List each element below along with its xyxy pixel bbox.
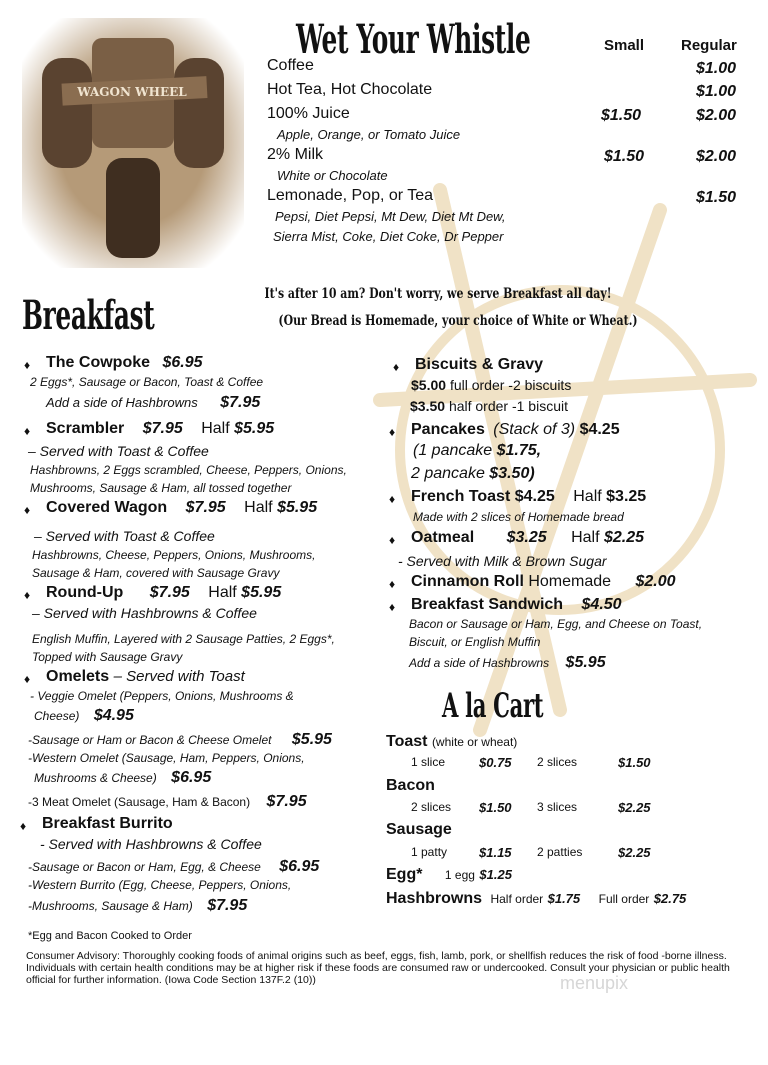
omelet-western: -Western Omelet (Sausage, Ham, Peppers, Onions,	[28, 751, 305, 765]
drinks-title: Wet Your Whistle	[296, 16, 531, 63]
breakfast-note: It's after 10 am? Don't worry, we serve Breakfast all day!	[264, 286, 612, 302]
item-served: – Served with Hashbrowns & Coffee	[32, 605, 257, 621]
item-served: - Served with Hashbrowns & Coffee	[40, 836, 262, 852]
burrito-price: $6.95	[279, 858, 320, 875]
alacart-price: $2.25	[618, 800, 651, 815]
alacart-price: $1.15	[479, 845, 512, 860]
item-price: $3.25	[506, 529, 547, 546]
item-oatmeal	[411, 529, 644, 547]
breakfast-title: Breakfast	[22, 292, 155, 339]
item-desc: half order -1 biscuit	[448, 398, 568, 414]
pancake-one	[413, 442, 541, 460]
item-cowpoke	[46, 354, 203, 372]
burrito-price: $7.95	[207, 897, 248, 914]
omelet-desc: Cheese)	[34, 709, 80, 723]
alacart-qty: Half order	[490, 892, 544, 906]
pancake-two	[411, 465, 535, 483]
drink-regular-price: $1.00	[696, 83, 737, 100]
omelet-price: $7.95	[266, 793, 307, 810]
alacart-price: $1.50	[618, 755, 651, 770]
item-round-up	[46, 584, 281, 602]
egg-note: *Egg and Bacon Cooked to Order	[28, 930, 192, 942]
item-desc: Sausage & Ham, covered with Sausage Gravy	[32, 566, 280, 580]
half-price: $5.95	[277, 499, 318, 516]
drink-name: Lemonade, Pop, or Tea	[267, 187, 434, 204]
item-name: The Cowpoke	[46, 354, 151, 371]
half-price: $2.25	[604, 529, 645, 546]
drink-name: Hot Tea, Hot Chocolate	[267, 81, 433, 98]
item-desc: Biscuit, or English Muffin	[409, 635, 541, 649]
alacart-bacon: Bacon	[386, 777, 435, 794]
item-served: – Served with Toast & Coffee	[28, 443, 209, 459]
item-served: – Served with Toast & Coffee	[34, 528, 215, 544]
half-label: Half	[573, 488, 602, 505]
burrito-desc: -Mushrooms, Sausage & Ham)	[28, 899, 193, 913]
item-name: Biscuits & Gravy	[415, 356, 544, 373]
burrito-option-line2	[28, 897, 247, 915]
side-price: $5.95	[565, 654, 606, 671]
omelet-sausage	[28, 731, 332, 749]
half-price: $5.95	[241, 584, 282, 601]
item-name: Pancakes	[411, 421, 485, 438]
drink-desc: Apple, Orange, or Tomato Juice	[277, 127, 461, 142]
drink-name: Coffee	[267, 57, 314, 74]
drink-regular-price: $1.50	[696, 189, 737, 206]
item-pancakes	[411, 421, 620, 439]
omelet-veggie: - Veggie Omelet (Peppers, Onions, Mushrooms &	[30, 689, 294, 703]
omelet-veggie-line2	[34, 707, 134, 725]
half-label: Half	[244, 499, 273, 516]
omelet-desc: -Sausage or Ham or Bacon & Cheese Omelet	[28, 733, 272, 747]
item-desc: Hashbrowns, Cheese, Peppers, Onions, Mushrooms,	[32, 548, 316, 562]
item-price: $7.95	[149, 584, 190, 601]
item-price: $7.95	[185, 499, 226, 516]
drink-small-price: $1.50	[604, 148, 645, 165]
item-desc: Mushrooms, Sausage & Ham, all tossed together	[30, 481, 292, 495]
biscuits-half	[410, 398, 568, 414]
alacart-price: $1.50	[479, 800, 512, 815]
alacart-toast	[386, 733, 517, 751]
burrito-option	[28, 858, 319, 876]
alacart-price: $1.25	[479, 867, 512, 882]
drink-desc: Sierra Mist, Coke, Diet Coke, Dr Pepper	[273, 229, 504, 244]
item-name: Cinnamon Roll	[411, 573, 524, 590]
alacart-name: Toast	[386, 733, 428, 750]
half-label: Half	[208, 584, 237, 601]
alacart-price: $0.75	[479, 755, 512, 770]
item-name: Round-Up	[46, 584, 124, 601]
alacart-price: $2.25	[618, 845, 651, 860]
consumer-advisory: Consumer Advisory: Thoroughly cooking foods of animal origins such as beef, eggs, fish, lamb, pork, or shellfish reduces the risk of food -borne illness. Individuals with certain health conditions may be at higher risk if these foods are consumed raw or undercooked. Consult your physician or public health official for further information. (Iowa Code Section 137F.2 (10))	[26, 950, 730, 986]
watermark-text: menupix	[560, 973, 629, 993]
alacart-qty: 2 slices	[537, 755, 578, 769]
omelet-3-meat	[28, 793, 307, 811]
alacart-qty: 2 slices	[411, 800, 452, 814]
item-covered-wagon	[46, 499, 317, 517]
item-biscuits-gravy	[415, 356, 543, 374]
half-label: Half	[571, 529, 600, 546]
item-desc: Hashbrowns, 2 Eggs scrambled, Cheese, Peppers, Onions,	[30, 463, 347, 477]
side-label: Add a side of Hashbrowns	[46, 395, 198, 410]
breakfast-note: (Our Bread is Homemade, your choice of White or Wheat.)	[278, 313, 638, 329]
col-small-header: Small	[604, 37, 645, 54]
alacart-sausage: Sausage	[386, 821, 452, 838]
drink-name: 100% Juice	[267, 105, 350, 122]
item-desc: full order -2 biscuits	[449, 377, 572, 393]
col-regular-header: Regular	[681, 37, 737, 54]
item-omelets	[46, 668, 245, 686]
drink-regular-price: $2.00	[696, 107, 737, 124]
omelet-price: $4.95	[93, 707, 134, 724]
alacart-price: $1.75	[547, 891, 581, 906]
item-price: $4.25	[514, 488, 555, 505]
omelet-desc: Mushrooms & Cheese)	[34, 771, 157, 785]
item-cinnamon-roll	[411, 573, 676, 591]
pancake-qty: (1 pancake	[413, 442, 493, 459]
item-desc: 2 Eggs*, Sausage or Bacon, Toast & Coffee	[30, 375, 264, 389]
item-french-toast	[411, 488, 646, 506]
drink-desc: Pepsi, Diet Pepsi, Mt Dew, Diet Mt Dew,	[275, 209, 506, 224]
alacart-hashbrowns	[386, 890, 686, 908]
item-price: $3.50	[410, 398, 446, 414]
omelet-price: $6.95	[171, 769, 212, 786]
item-desc: Topped with Sausage Gravy	[32, 650, 183, 664]
item-note: Homemade	[528, 573, 612, 590]
pancake-price: $3.50)	[489, 465, 535, 482]
alacart-egg	[386, 866, 512, 884]
item-name: Covered Wagon	[46, 499, 168, 516]
side-price: $7.95	[220, 394, 261, 411]
item-name: Breakfast Burrito	[42, 815, 173, 832]
drink-small-price: $1.50	[601, 107, 642, 124]
half-price: $3.25	[606, 488, 647, 505]
item-price: $5.00	[411, 377, 447, 393]
drink-regular-price: $1.00	[696, 60, 737, 77]
item-name: Omelets	[46, 668, 110, 685]
item-side	[409, 654, 606, 672]
alacart-name: Hashbrowns	[386, 890, 483, 907]
alacart-name: Egg*	[386, 866, 423, 883]
item-desc: - Served with Milk & Brown Sugar	[398, 553, 607, 569]
item-name: Oatmeal	[411, 529, 475, 546]
burrito-option: -Western Burrito (Egg, Cheese, Peppers, Onions,	[28, 878, 292, 892]
item-scrambler	[46, 420, 274, 438]
alacart-qty: 2 patties	[537, 845, 583, 859]
alacart-qty: 1 egg	[444, 868, 475, 882]
tractor-photo	[22, 18, 244, 268]
burrito-desc: -Sausage or Bacon or Ham, Egg, & Cheese	[28, 860, 261, 874]
omelet-price: $5.95	[291, 731, 332, 748]
alacart-qty: Full order	[598, 892, 650, 906]
item-price: $2.00	[635, 573, 676, 590]
item-price: $4.25	[579, 421, 620, 438]
item-served: – Served with Toast	[113, 668, 245, 685]
item-desc: Bacon or Sausage or Ham, Egg, and Cheese on Toast,	[409, 617, 703, 631]
drink-desc: White or Chocolate	[277, 168, 388, 183]
drink-name: 2% Milk	[267, 146, 324, 163]
half-price: $5.95	[234, 420, 275, 437]
wagon-wheel-sign: WAGON WHEEL	[77, 85, 187, 99]
item-breakfast-burrito	[42, 815, 173, 833]
pancake-stack: (Stack of 3)	[493, 421, 576, 438]
item-price: $6.95	[162, 354, 203, 371]
item-desc: English Muffin, Layered with 2 Sausage Patties, 2 Eggs*,	[32, 632, 335, 646]
item-price: $7.95	[142, 420, 183, 437]
pancake-qty: 2 pancake	[411, 465, 485, 482]
alacart-price: $2.75	[653, 891, 687, 906]
item-breakfast-sandwich	[411, 596, 622, 614]
alacart-qty: 3 slices	[537, 800, 578, 814]
omelet-western-line2	[34, 769, 211, 787]
side-label: Add a side of Hashbrowns	[409, 656, 550, 670]
item-price: $4.50	[581, 596, 622, 613]
pancake-price: $1.75,	[496, 442, 542, 459]
item-name: Scrambler	[46, 420, 125, 437]
biscuits-full	[411, 377, 571, 393]
item-name: French Toast	[411, 488, 511, 505]
alacart-qty: 1 patty	[411, 845, 448, 859]
item-desc: Made with 2 slices of Homemade bread	[413, 510, 624, 524]
omelet-desc: -3 Meat Omelet (Sausage, Ham & Bacon)	[28, 795, 251, 809]
alacart-qty: 1 slice	[411, 755, 446, 769]
drink-regular-price: $2.00	[696, 148, 737, 165]
item-name: Breakfast Sandwich	[411, 596, 564, 613]
alacart-note: (white or wheat)	[431, 735, 518, 749]
half-label: Half	[201, 420, 230, 437]
item-side	[46, 394, 260, 412]
alacart-title: A la Cart	[442, 686, 544, 726]
